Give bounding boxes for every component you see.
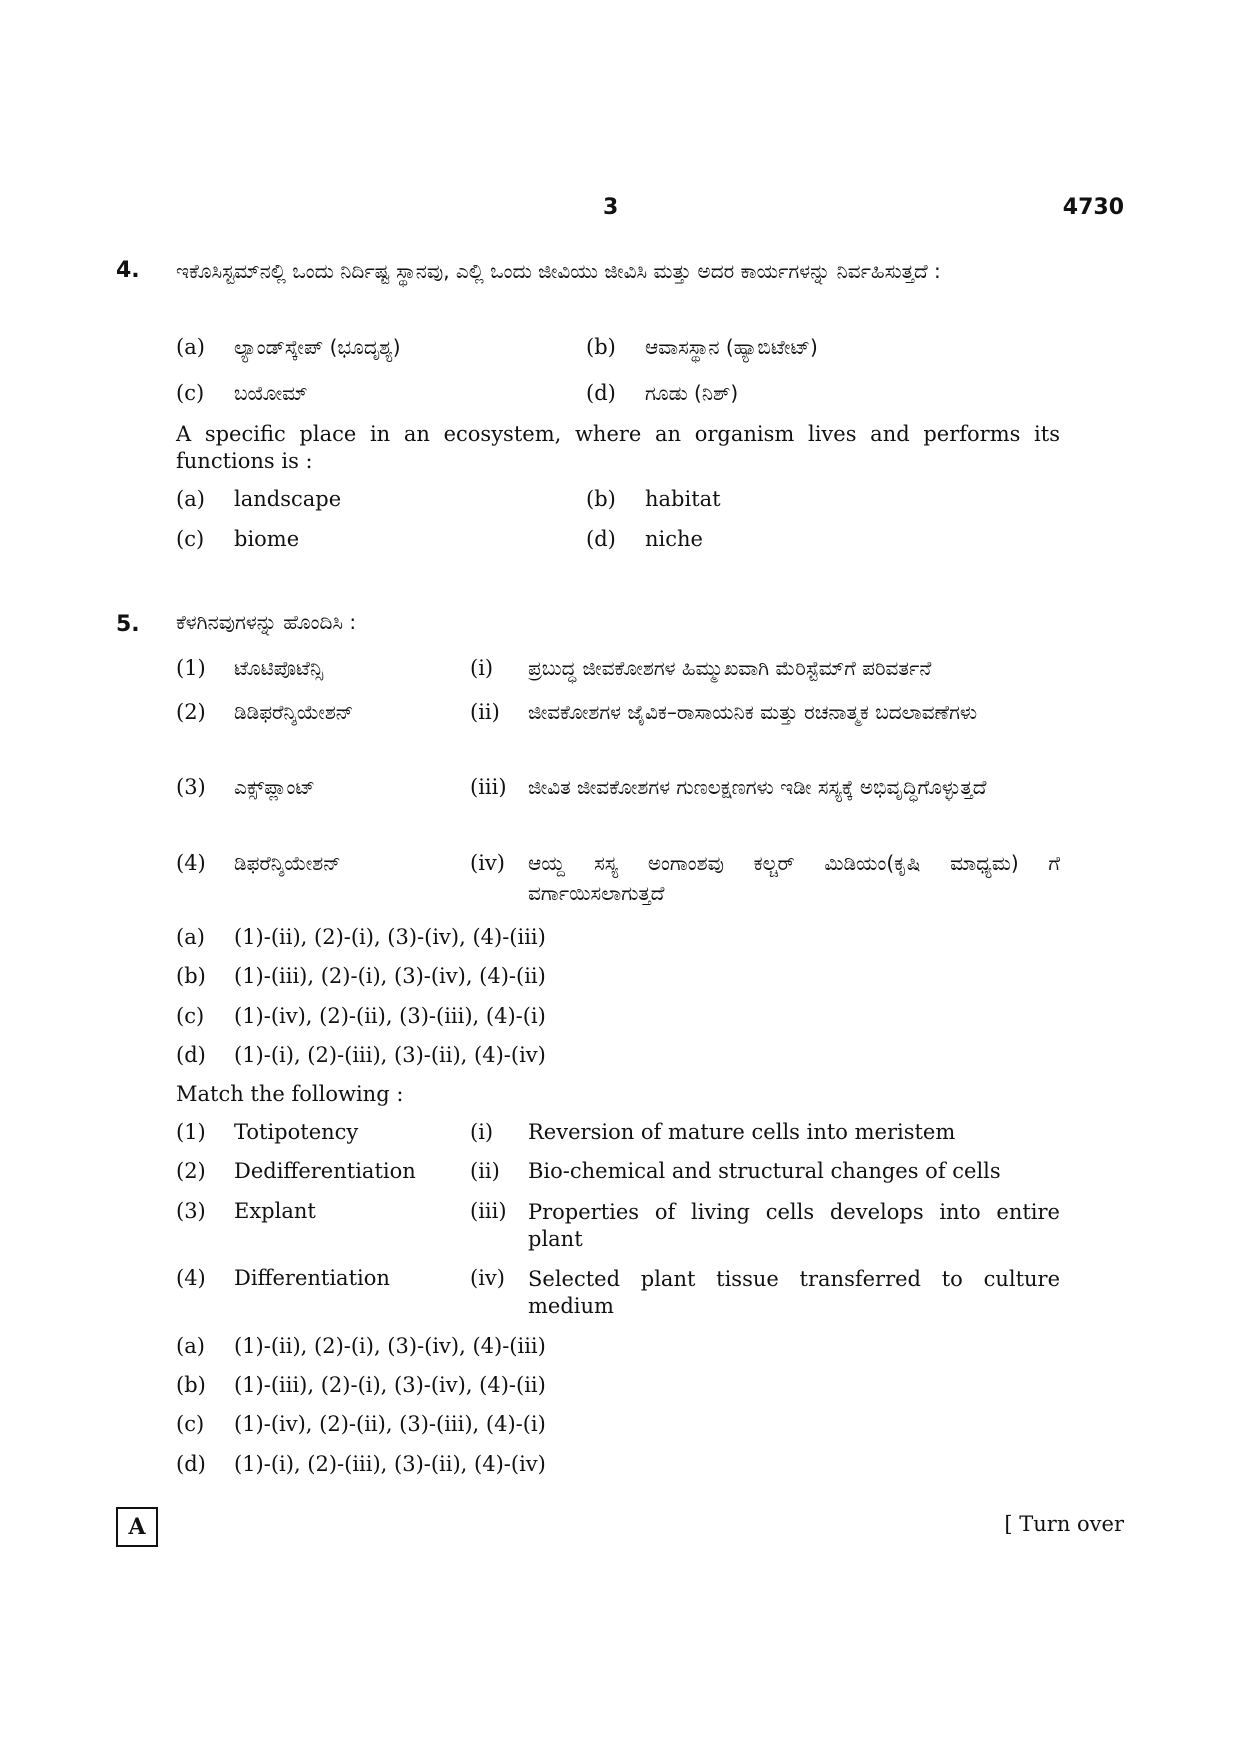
option-text: ಗೂಡು (ನಿಶ್) (645, 381, 739, 405)
option-label: (a) (176, 487, 205, 511)
match-right-label: (ii) (470, 700, 500, 724)
match-right-text: Reversion of mature cells into meristem (528, 1120, 956, 1144)
match-right-text: Bio-chemical and structural changes of cells (528, 1159, 1001, 1183)
option-text: (1)-(iv), (2)-(ii), (3)-(iii), (4)-(i) (234, 1412, 546, 1436)
match-right-label: (i) (470, 1120, 494, 1144)
option-text: (1)-(i), (2)-(iii), (3)-(ii), (4)-(iv) (234, 1043, 546, 1067)
match-right-label: (iv) (470, 1266, 505, 1290)
option-text: (1)-(iii), (2)-(i), (3)-(iv), (4)-(ii) (234, 1373, 546, 1397)
question-text-kannada: ಇಕೊಸಿಸ್ಟಮ್‌ನಲ್ಲಿ ಒಂದು ನಿರ್ದಿಷ್ಟ ಸ್ಥಾನವು, ಎಲ್ಲಿ ಒಂದು ಜೀವಿಯು ಜೀವಿಸಿ ಮತ್ತು ಅದರ ಕಾರ್ಯಗಳನ್ನು ನಿರ್ವಹಿಸುತ್ತದೆ : (176, 259, 941, 283)
match-right-text: ಜೀವಿತ ಜೀವಕೋಶಗಳ ಗುಣಲಕ್ಷಣಗಳು ಇಡೀ ಸಸ್ಯಕ್ಕೆ ಅಭಿವೃದ್ಧಿಗೊಳ್ಳುತ್ತದೆ (528, 775, 987, 799)
option-text: (1)-(iv), (2)-(ii), (3)-(iii), (4)-(i) (234, 1004, 546, 1028)
match-left-label: (1) (176, 1120, 206, 1144)
match-left-text: Differentiation (234, 1266, 390, 1290)
match-right-text: ಜೀವಕೋಶಗಳ ಜೈವಿಕ–ರಾಸಾಯನಿಕ ಮತ್ತು ರಚನಾತ್ಮಕ ಬದಲಾವಣೆಗಳು (528, 700, 978, 724)
match-left-label: (2) (176, 700, 206, 724)
question-text-english: A specific place in an ecosystem, where an organism lives and performs its functions is : (176, 422, 1060, 473)
match-left-text: Explant (234, 1199, 316, 1223)
option-label: (b) (586, 487, 616, 511)
option-label: (a) (176, 925, 205, 949)
option-label: (d) (176, 1043, 206, 1067)
option-text: ಲ್ಯಾಂಡ್‌ಸ್ಕೇಪ್ (ಭೂದೃಶ್ಯ) (234, 335, 401, 359)
match-right-label: (iii) (470, 775, 507, 799)
option-text: (1)-(ii), (2)-(i), (3)-(iv), (4)-(iii) (234, 1334, 546, 1358)
match-right-label: (iv) (470, 851, 505, 875)
page-number: 3 (603, 195, 619, 220)
match-right-text: ಆಯ್ದ ಸಸ್ಯ ಅಂಗಾಂಶವು ಕಲ್ಚರ್ ಮಿಡಿಯಂ(ಕೃಷಿ ಮಾಧ್ಯಮ) ಗೆ ವರ್ಗಾಯಿಸಲಾಗುತ್ತದೆ (528, 851, 1060, 905)
option-text: biome (234, 527, 300, 551)
option-label: (b) (586, 335, 616, 359)
match-right-text: Properties of living cells develops into entire plant (528, 1200, 1060, 1251)
match-left-label: (1) (176, 656, 206, 680)
option-label: (c) (176, 381, 205, 405)
match-left-text: ಡಿಡಿಫರೆನ್ಶಿಯೇಶನ್ (234, 700, 354, 724)
option-text: ಬಯೋಮ್ (234, 381, 308, 405)
match-left-label: (3) (176, 1199, 206, 1223)
match-left-label: (3) (176, 775, 206, 799)
option-text: niche (645, 527, 703, 551)
match-right-label: (i) (470, 656, 494, 680)
match-left-text: Totipotency (234, 1120, 359, 1144)
option-text: landscape (234, 487, 342, 511)
option-label: (c) (176, 527, 205, 551)
option-label: (d) (176, 1452, 206, 1476)
option-text: habitat (645, 487, 721, 511)
option-label: (c) (176, 1412, 205, 1436)
option-label: (b) (176, 1373, 206, 1397)
question-number: 4. (116, 258, 140, 283)
match-left-label: (4) (176, 1266, 206, 1290)
match-left-text: ಟೊಟಿಪೊಟೆನ್ಸಿ (234, 656, 323, 680)
match-left-text: ಎಕ್ಸ್‌ಪ್ಲಾಂಟ್ (234, 775, 315, 799)
option-label: (b) (176, 964, 206, 988)
match-right-text: Selected plant tissue transferred to culture medium (528, 1267, 1060, 1318)
question-number: 5. (116, 612, 140, 637)
option-label: (a) (176, 1334, 205, 1358)
match-left-label: (2) (176, 1159, 206, 1183)
question-text-kannada: ಕೆಳಗಿನವುಗಳನ್ನು ಹೊಂದಿಸಿ : (176, 610, 357, 634)
paper-code: 4730 (1062, 195, 1124, 220)
option-label: (c) (176, 1004, 205, 1028)
match-left-text: Dedifferentiation (234, 1159, 416, 1183)
match-right-text: ಪ್ರಬುದ್ಧ ಜೀವಕೋಶಗಳ ಹಿಮ್ಮುಖವಾಗಿ ಮೆರಿಸ್ಟೆಮ್‌ಗೆ ಪರಿವರ್ತನೆ (528, 656, 932, 680)
option-text: (1)-(i), (2)-(iii), (3)-(ii), (4)-(iv) (234, 1452, 546, 1476)
option-label: (d) (586, 381, 616, 405)
match-left-label: (4) (176, 851, 206, 875)
option-text: (1)-(ii), (2)-(i), (3)-(iv), (4)-(iii) (234, 925, 546, 949)
option-label: (d) (586, 527, 616, 551)
option-label: (a) (176, 335, 205, 359)
option-text: ಆವಾಸಸ್ಥಾನ (ಹ್ಯಾಬಿಟೇಟ್) (645, 335, 818, 359)
version-box: A (116, 1507, 158, 1547)
match-right-label: (iii) (470, 1199, 507, 1223)
question-text-english: Match the following : (176, 1082, 404, 1106)
match-right-label: (ii) (470, 1159, 500, 1183)
option-text: (1)-(iii), (2)-(i), (3)-(iv), (4)-(ii) (234, 964, 546, 988)
turn-over-text: [ Turn over (1004, 1512, 1124, 1536)
match-left-text: ಡಿಫರೆನ್ಶಿಯೇಶನ್ (234, 851, 341, 875)
